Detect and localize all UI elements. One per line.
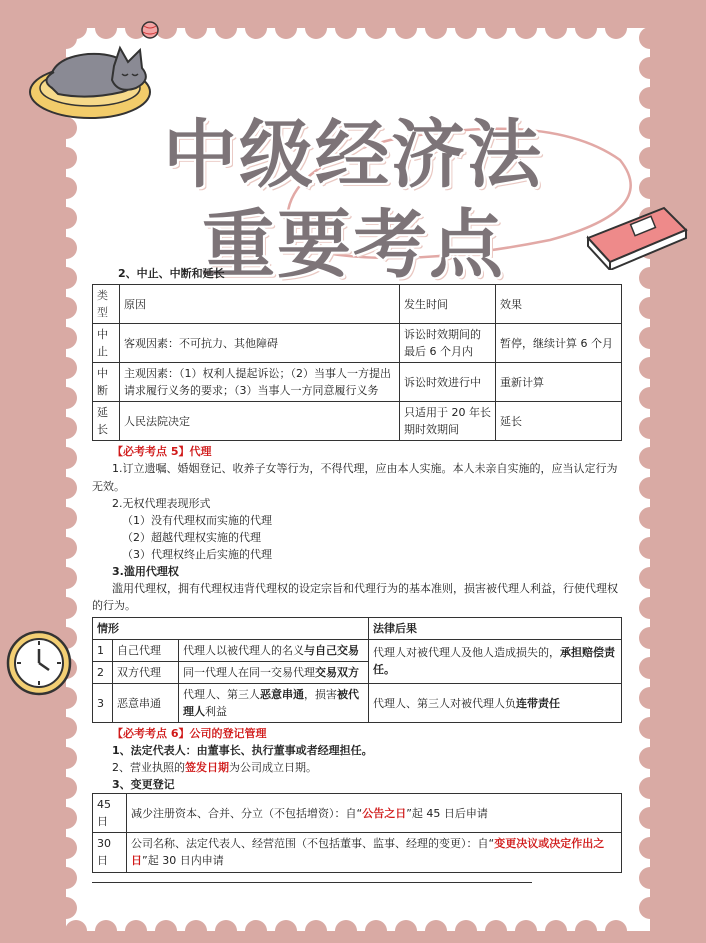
- cell-text: 代理人、第三人对被代理人负: [373, 696, 516, 710]
- scallop-notch: [275, 920, 297, 942]
- scallop-notch: [55, 597, 77, 619]
- scallop-notch: [305, 920, 327, 942]
- paragraph: [92, 759, 622, 776]
- scallop-notch: [305, 17, 327, 39]
- table-cell: 人民法院决定: [120, 402, 400, 441]
- cell-text: 利益: [205, 705, 227, 719]
- scallop-notch: [639, 627, 661, 649]
- section-heading: 2、中止、中断和延长: [118, 267, 225, 280]
- scallop-notch: [425, 17, 447, 39]
- scallop-notch: [55, 507, 77, 529]
- table-cell: 中止: [93, 324, 120, 363]
- paragraph: 2.无权代理表现形式: [112, 496, 211, 510]
- paragraph: 1.订立遗嘱、婚姻登记、收养子女等行为，不得代理，应由本人实施。本人未亲自实施的，应当认定行为无效。: [92, 462, 618, 493]
- text: 2、营业执照的: [112, 761, 185, 775]
- paragraph: 滥用代理权，拥有代理权违背代理权的设定宗旨和代理行为的基本准则，损害被代理人利益，行使代理权的行为。: [92, 581, 618, 612]
- scallop-notch: [639, 567, 661, 589]
- scallop-notch: [639, 447, 661, 469]
- scallop-notch: [639, 867, 661, 889]
- scallop-notch: [639, 597, 661, 619]
- scallop-notch: [639, 57, 661, 79]
- table-row: [93, 363, 622, 402]
- scallop-notch: [639, 417, 661, 439]
- clock-icon: [4, 628, 74, 698]
- scallop-notch: [125, 920, 147, 942]
- scallop-notch: [639, 747, 661, 769]
- scallop-notch: [55, 567, 77, 589]
- cell-text: ”起 30 日内申请: [142, 854, 224, 868]
- list-item: （3）代理权终止后实施的代理: [122, 547, 272, 561]
- scallop-notch: [639, 807, 661, 829]
- cell-text: ，损害: [304, 688, 337, 702]
- scallop-notch: [55, 897, 77, 919]
- list-item: （1）没有代理权而实施的代理: [122, 513, 272, 527]
- scallop-notch: [335, 17, 357, 39]
- table-cell: 重新计算: [496, 363, 622, 402]
- scallop-notch: [215, 17, 237, 39]
- table-cell: 中断: [93, 363, 120, 402]
- scallop-notch: [639, 327, 661, 349]
- table-cell: 双方代理: [113, 661, 179, 683]
- scallop-notch: [455, 17, 477, 39]
- change-registration-table: [92, 793, 622, 872]
- scallop-notch: [55, 717, 77, 739]
- table-cell: [127, 833, 622, 872]
- table-cell: 客观因素：不可抗力、其他障碍: [120, 324, 400, 363]
- table-cell: 暂停，继续计算 6 个月: [496, 324, 622, 363]
- scallop-notch: [155, 920, 177, 942]
- cell-text-bold: 交易双方: [315, 665, 359, 679]
- scallop-notch: [639, 507, 661, 529]
- table-cell: 诉讼时效期间的最后 6 个月内: [400, 324, 496, 363]
- cell-text: 同一代理人在同一交易代理: [183, 665, 315, 679]
- scallop-notch: [245, 17, 267, 39]
- scallop-notch: [455, 920, 477, 942]
- cell-text-highlight: 变更决议或决定作出之日: [131, 837, 605, 868]
- table-cell: 2: [93, 661, 113, 683]
- scallop-notch: [639, 297, 661, 319]
- table-row: [93, 794, 622, 833]
- cell-text: 公司名称、法定代表人、经营范围（不包括董事、监事、经理的变更）：自“: [131, 837, 495, 851]
- scallop-notch: [55, 447, 77, 469]
- abuse-agency-table: [92, 617, 622, 723]
- scallop-notch: [365, 920, 387, 942]
- cell-text: ”起 45 日后申请: [406, 806, 488, 820]
- table-cell: [369, 684, 622, 723]
- table-cell: 1: [93, 639, 113, 661]
- table-cell: [179, 639, 369, 661]
- scallop-notch: [425, 920, 447, 942]
- scallop-notch: [395, 920, 417, 942]
- table-cell: 延长: [496, 402, 622, 441]
- scallop-notch: [55, 357, 77, 379]
- scallop-notch: [575, 920, 597, 942]
- scallop-notch: [365, 17, 387, 39]
- paragraph: 1、法定代表人：由董事长、执行董事或者经理担任。: [112, 744, 373, 758]
- scallop-notch: [545, 920, 567, 942]
- table-cell: 3: [93, 684, 113, 723]
- table-row: [93, 324, 622, 363]
- title-line-1: 中级经济法: [163, 112, 543, 198]
- scallop-notch: [639, 27, 661, 49]
- scallop-notch: [639, 687, 661, 709]
- table-cell: 延长: [93, 402, 120, 441]
- subheading: 3.滥用代理权: [112, 564, 179, 578]
- scallop-notch: [55, 747, 77, 769]
- scallop-notch: [515, 17, 537, 39]
- scallop-notch: [395, 17, 417, 39]
- table-row: [93, 639, 622, 661]
- table-cell: 30 日: [93, 833, 127, 872]
- document-body: [92, 262, 622, 873]
- scallop-notch: [639, 477, 661, 499]
- cell-text-highlight: 公告之日: [362, 806, 407, 820]
- scallop-notch: [245, 920, 267, 942]
- table-cell: 45 日: [93, 794, 127, 833]
- scallop-notch: [545, 17, 567, 39]
- scallop-notch: [55, 297, 77, 319]
- header-cell: 类型: [93, 285, 120, 324]
- divider: [92, 882, 532, 883]
- scallop-notch: [185, 920, 207, 942]
- table-cell: [179, 684, 369, 723]
- header-cell: 情形: [93, 617, 369, 639]
- cell-text-bold: 被代理人: [183, 688, 359, 719]
- cell-text: 代理人对被代理人及他人造成损失的，: [373, 646, 560, 660]
- scallop-notch: [55, 417, 77, 439]
- cell-text-bold: 恶意串通: [260, 688, 304, 702]
- cell-text-bold: 承担赔偿责任。: [373, 646, 615, 677]
- table-cell: 只适用于 20 年长期时效期间: [400, 402, 496, 441]
- subheading: 3、变更登记: [112, 778, 175, 792]
- scallop-notch: [639, 897, 661, 919]
- scallop-notch: [485, 920, 507, 942]
- scallop-notch: [485, 17, 507, 39]
- text-highlight: 签发日期: [185, 761, 229, 775]
- header-cell: 发生时间: [400, 285, 496, 324]
- scallop-notch: [639, 387, 661, 409]
- scallop-notch: [639, 537, 661, 559]
- scallop-notch: [65, 920, 87, 942]
- scallop-notch: [55, 867, 77, 889]
- scallop-notch: [639, 357, 661, 379]
- scallop-notch: [55, 327, 77, 349]
- scallop-notch: [95, 920, 117, 942]
- scallop-notch: [185, 17, 207, 39]
- scallop-notch: [55, 477, 77, 499]
- table-cell: 诉讼时效进行中: [400, 363, 496, 402]
- scallop-notch: [55, 537, 77, 559]
- header-cell: 法律后果: [369, 617, 622, 639]
- table-cell: 主观因素：（1）权利人提起诉讼；（2）当事人一方提出请求履行义务的要求；（3）当事人一方同意履行义务: [120, 363, 400, 402]
- table-cell: [179, 661, 369, 683]
- table-cell: [127, 794, 622, 833]
- table-row: [93, 833, 622, 872]
- scallop-notch: [639, 657, 661, 679]
- point6-heading: 【必考考点 6】公司的登记管理: [112, 727, 267, 741]
- scallop-notch: [515, 920, 537, 942]
- scallop-notch: [55, 807, 77, 829]
- scallop-notch: [55, 837, 77, 859]
- header-cell: 效果: [496, 285, 622, 324]
- cell-text: 代理人、第三人: [183, 688, 260, 702]
- table-row: [93, 684, 622, 723]
- table-cell: 自己代理: [113, 639, 179, 661]
- scallop-notch: [215, 920, 237, 942]
- scallop-notch: [575, 17, 597, 39]
- scallop-notch: [605, 920, 627, 942]
- title-line-2: 重要考点: [201, 202, 505, 288]
- list-item: （2）超越代理权实施的代理: [122, 530, 261, 544]
- scallop-notch: [335, 920, 357, 942]
- text: 为公司成立日期。: [229, 761, 317, 775]
- table-header-row: [93, 285, 622, 324]
- scallop-notch: [639, 837, 661, 859]
- scallop-notch: [605, 17, 627, 39]
- cell-text-bold: 连带责任: [516, 696, 560, 710]
- table-header-row: [93, 617, 622, 639]
- suspension-table: [92, 284, 622, 441]
- scallop-notch: [55, 387, 77, 409]
- scallop-notch: [55, 777, 77, 799]
- cell-text: 减少注册资本、合并、分立（不包括增资）：自“: [131, 806, 363, 820]
- cell-text: 代理人以被代理人的名义: [183, 643, 304, 657]
- cell-text-bold: 与自己交易: [304, 643, 359, 657]
- point5-heading: 【必考考点 5】代理: [112, 445, 212, 459]
- scallop-notch: [639, 717, 661, 739]
- table-cell: [369, 639, 622, 683]
- scallop-notch: [275, 17, 297, 39]
- header-cell: 原因: [120, 285, 400, 324]
- table-cell: 恶意串通: [113, 684, 179, 723]
- scallop-notch: [639, 777, 661, 799]
- table-row: [93, 402, 622, 441]
